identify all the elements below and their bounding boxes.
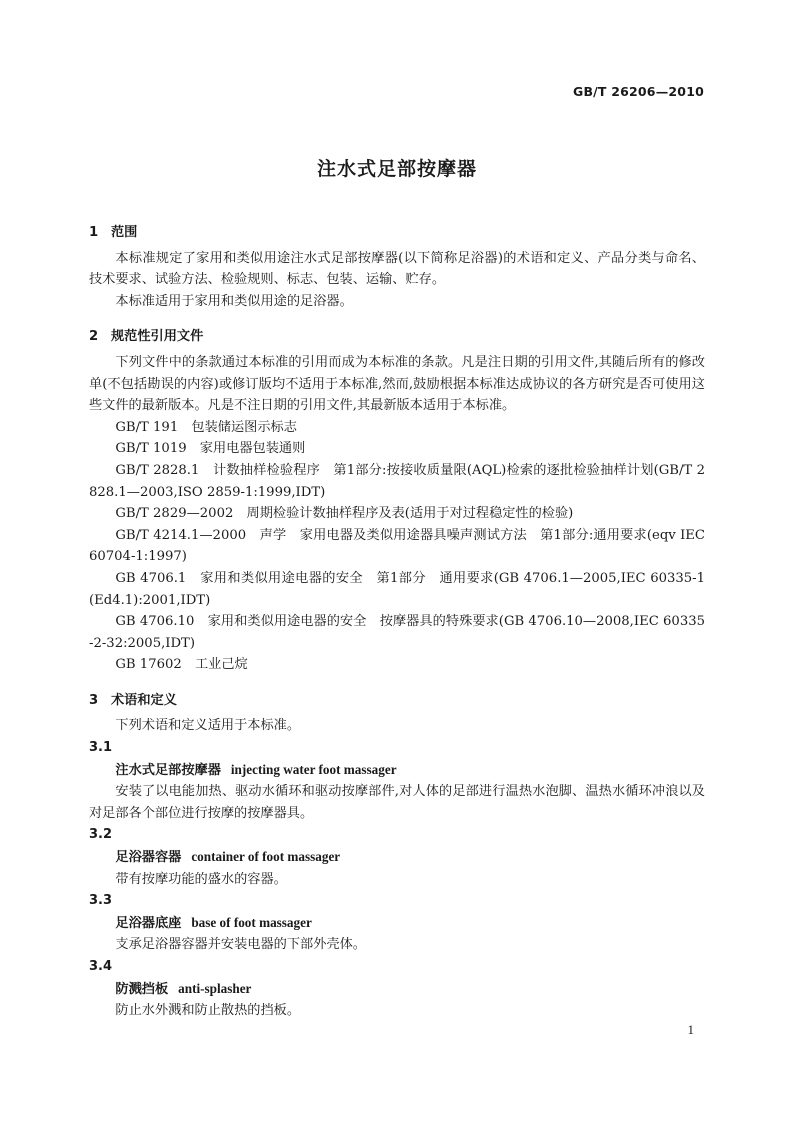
section-number: 1: [89, 225, 99, 240]
term-definition: 防止水外溅和防止散热的挡板。: [115, 1003, 301, 1019]
paragraph: 本标准规定了家用和类似用途注水式足部按摩器(以下简称足浴器)的术语和定义、产品分类与命名、技术要求、试验方法、检验规则、标志、包装、运输、贮存。: [89, 250, 705, 288]
reference-item: GB/T 4214.1—2000 声学 家用电器及类似用途器具噪声测试方法 第1部分:通用要求(eqv IEC 60704-1:1997): [89, 527, 705, 565]
term-en: anti-splasher: [178, 980, 252, 996]
section-title: 范围: [111, 225, 138, 240]
section-title: 术语和定义: [111, 692, 177, 708]
term-en: injecting water foot massager: [230, 761, 397, 777]
term-en: base of foot massager: [191, 914, 312, 930]
reference-item: GB/T 2829—2002 周期检验计数抽样程序及表(适用于对过程稳定性的检验): [115, 506, 574, 522]
clause-number: 3.2: [89, 827, 113, 843]
term-definition: 支承足浴器容器并安装电器的下部外壳体。: [115, 937, 366, 953]
reference-item: GB 4706.1 家用和类似用途电器的安全 第1部分 通用要求(GB 4706.1—2005,IEC 60335-1(Ed4.1):2001,IDT): [89, 570, 705, 608]
term-cn: 注水式足部按摩器: [115, 762, 221, 778]
term-entry: [89, 912, 705, 935]
term-en: container of foot massager: [191, 849, 341, 865]
section-heading-scope: [89, 222, 705, 244]
reference-item: GB 17602 工业己烷: [115, 657, 248, 673]
term-cn: 足浴器底座: [115, 915, 182, 931]
standard-code: GB/T 26206—2010: [572, 84, 704, 99]
reference-item: GB/T 191 包装储运图示标志: [115, 419, 297, 435]
page-number: 1: [687, 1022, 694, 1037]
section-title: 规范性引用文件: [111, 329, 204, 345]
paragraph: 本标准适用于家用和类似用途的足浴器。: [115, 293, 353, 309]
section-heading-terms: [89, 690, 705, 712]
term-entry: [89, 846, 705, 869]
term-entry: [89, 978, 705, 1001]
reference-item: GB/T 1019 家用电器包装通则: [115, 441, 306, 457]
term-entry: [89, 759, 705, 782]
section-number: 2: [89, 329, 99, 345]
term-cn: 防溅挡板: [115, 981, 169, 997]
term-cn: 足浴器容器: [115, 850, 182, 866]
term-definition: 安装了以电能加热、驱动水循环和驱动按摩部件,对人体的足部进行温热水泡脚、温热水循环冲浪以及对足部各个部位进行按摩的按摩器具。: [89, 784, 705, 821]
clause-number: 3.1: [89, 740, 113, 756]
clause-number: 3.3: [89, 893, 113, 909]
section-number: 3: [89, 692, 99, 708]
document-body: [89, 222, 705, 1022]
paragraph: 下列术语和定义适用于本标准。: [115, 718, 301, 734]
clause-number: 3.4: [89, 959, 113, 974]
reference-item: GB/T 2828.1 计数抽样检验程序 第1部分:按接收质量限(AQL)检索的逐批检验抽样计划(GB/T 2828.1—2003,ISO 2859-1:1999,IDT): [89, 462, 705, 500]
paragraph: 下列文件中的条款通过本标准的引用而成为本标准的条款。凡是注日期的引用文件,其随后所有的修改单(不包括勘误的内容)或修订版均不适用于本标准,然而,鼓励根据本标准达成协议的各方研究是否可使用这些文件的最新版本。凡是不注日期的引用文件,其最新版本适用于本标准。: [89, 354, 705, 414]
section-heading-normative-references: [89, 326, 705, 348]
document-title: 注水式足部按摩器: [316, 158, 477, 180]
term-definition: 带有按摩功能的盛水的容器。: [115, 871, 287, 887]
reference-item: GB 4706.10 家用和类似用途电器的安全 按摩器具的特殊要求(GB 4706.10—2008,IEC 60335-2-32:2005,IDT): [89, 614, 705, 651]
